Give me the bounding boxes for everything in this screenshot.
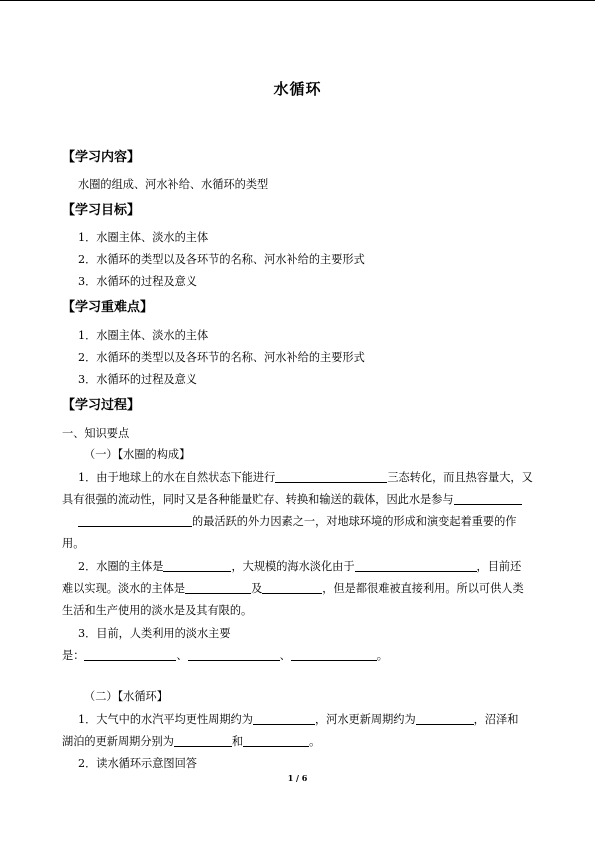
fill-blank[interactable] bbox=[291, 648, 377, 661]
fill-blank[interactable] bbox=[78, 514, 192, 527]
fill-blank[interactable] bbox=[262, 581, 322, 594]
fill-blank[interactable] bbox=[243, 734, 309, 747]
paragraph-line bbox=[78, 711, 518, 727]
text: 、 bbox=[279, 649, 291, 662]
text: 是： bbox=[62, 649, 85, 662]
subsection-heading: （一）【水圈的构成】 bbox=[84, 448, 191, 461]
paragraph-line: 2．读水循环示意图回答 bbox=[78, 757, 197, 770]
key-point-item: 2．水循环的类型以及各环节的名称、河水补给的主要形式 bbox=[78, 351, 365, 364]
paragraph-line bbox=[78, 558, 521, 574]
text: ，沼泽和 bbox=[473, 713, 519, 726]
text: 1．由于地球上的水在自然状态下能进行 bbox=[78, 471, 276, 484]
paragraph-line bbox=[62, 491, 522, 507]
key-point-item: 1．水圈主体、淡水的主体 bbox=[78, 329, 209, 342]
part-heading: 一、知识要点 bbox=[62, 427, 130, 440]
paragraph-line: 3．目前，人类利用的淡水主要 bbox=[78, 627, 231, 640]
goal-item: 3．水循环的过程及意义 bbox=[78, 275, 197, 288]
fill-blank[interactable] bbox=[355, 559, 477, 572]
subsection-heading: （二）【水循环】 bbox=[84, 690, 168, 703]
text: 。 bbox=[309, 735, 321, 748]
fill-blank[interactable] bbox=[454, 492, 522, 505]
goal-item: 1．水圈主体、淡水的主体 bbox=[78, 231, 209, 244]
goal-item: 2．水循环的类型以及各环节的名称、河水补给的主要形式 bbox=[78, 253, 365, 266]
paragraph-line bbox=[78, 513, 516, 529]
fill-blank[interactable] bbox=[84, 648, 176, 661]
fill-blank[interactable] bbox=[185, 581, 251, 594]
text: 湖泊的更新周期分别为 bbox=[62, 735, 174, 748]
text: ，大规模的海水淡化由于 bbox=[231, 560, 355, 573]
fill-blank[interactable] bbox=[188, 648, 280, 661]
text: 、 bbox=[176, 649, 188, 662]
fill-blank[interactable] bbox=[416, 712, 474, 725]
fill-blank[interactable] bbox=[275, 470, 387, 483]
page-number: 1 / 6 bbox=[287, 773, 308, 783]
fill-blank[interactable] bbox=[163, 559, 231, 572]
text: ，河水更新周期约为 bbox=[314, 713, 416, 726]
paragraph-line bbox=[62, 580, 524, 596]
text: 的最活跃的外力因素之一，对地球环境的形成和演变起着重要的作 bbox=[192, 515, 517, 528]
text: 难以实现。淡水的主体是 bbox=[62, 582, 186, 595]
text: 具有很强的流动性，同时又是各种能量贮存、转换和输送的载体，因此水是参与 bbox=[62, 493, 454, 506]
section-heading-key-points: 【学习重难点】 bbox=[62, 300, 154, 315]
section-heading-process: 【学习过程】 bbox=[62, 398, 141, 413]
text: 。 bbox=[376, 649, 388, 662]
text: 三态转化，而且热容量大，又 bbox=[387, 471, 533, 484]
paragraph-line bbox=[78, 469, 533, 485]
text: ，目前还 bbox=[476, 560, 522, 573]
key-point-item: 3．水循环的过程及意义 bbox=[78, 373, 197, 386]
paragraph-line: 用。 bbox=[62, 537, 85, 550]
content-text: 水圈的组成、河水补给、水循环的类型 bbox=[78, 178, 269, 191]
section-heading-content: 【学习内容】 bbox=[62, 150, 141, 165]
section-heading-goals: 【学习目标】 bbox=[62, 203, 141, 218]
page-title: 水循环 bbox=[273, 80, 322, 98]
fill-blank[interactable] bbox=[174, 734, 232, 747]
text: 2．水圈的主体是 bbox=[78, 560, 164, 573]
paragraph-line bbox=[62, 733, 320, 749]
paragraph-line: 生活和生产使用的淡水是及其有限的。 bbox=[62, 604, 253, 617]
text: 及 bbox=[251, 582, 263, 595]
page-top-rule bbox=[0, 0, 595, 1]
paragraph-line bbox=[62, 647, 388, 663]
fill-blank[interactable] bbox=[253, 712, 315, 725]
text: 和 bbox=[231, 735, 244, 748]
text: ，但是都很难被直接利用。所以可供人类 bbox=[322, 582, 524, 595]
text: 1．大气中的水汽平均更性周期约为 bbox=[78, 713, 253, 726]
